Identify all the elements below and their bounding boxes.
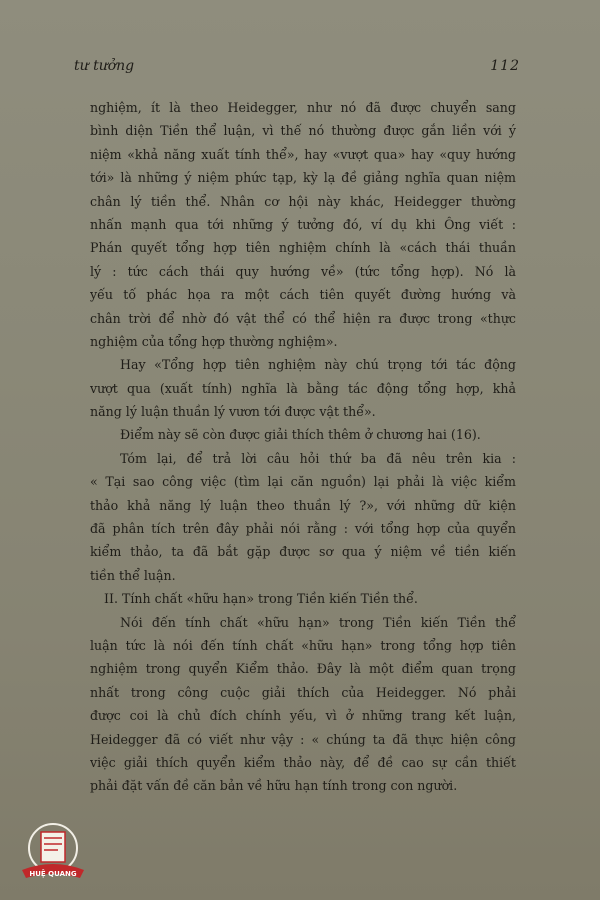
text-line: việc giải thích quyển kiểm thảo này, để đề cao sự cần thiết [90, 754, 516, 770]
text-line: Điểm này sẽ còn được giải thích thêm ở chương hai (16). [120, 427, 481, 443]
text-line: tiền thể luận. [90, 567, 176, 583]
text-line: Phán quyết tổng hợp tiên nghiệm chính là «cách thái thuần [90, 240, 516, 256]
text-line: thảo khả năng lý luận theo thuần lý ?», với những dữ kiện [90, 497, 516, 513]
text-line: năng lý luận thuần lý vươn tới được vật thể». [90, 404, 376, 420]
text-line: kiểm thảo, ta đã bắt gặp được sơ qua ý niệm về tiền kiến [90, 544, 516, 560]
text-line: lý : tức cách thái quy hướng về» (tức tổng hợp). Nó là [90, 263, 516, 279]
text-line: được coi là chủ đích chính yếu, vì ở những trang kết luận, [90, 708, 516, 724]
text-line: chân trời để nhờ đó vật thể có thể hiện ra được trong «thực [90, 310, 516, 326]
text-line: II. Tính chất «hữu hạn» trong Tiền kiến Tiền thể. [104, 591, 418, 607]
header-title: tư tưởng [74, 58, 135, 74]
hue-quang-logo [14, 818, 92, 888]
logo-text: HUỆ QUANG [29, 870, 77, 878]
page-number: 112 [490, 58, 520, 74]
text-line: yếu tố phác họa ra một cách tiên quyết đường hướng và [90, 287, 516, 303]
text-line: bình diện Tiền thể luận, vì thế nó thường được gắn liền với ý [90, 123, 516, 139]
text-line: nghiệm trong quyển Kiểm thảo. Đây là một điểm quan trọng [90, 661, 516, 677]
text-line: Tóm lại, để trả lời câu hỏi thứ ba đã nêu trên kia : [120, 450, 516, 466]
body-text [90, 96, 516, 798]
text-line: luận tức là nói đến tính chất «hữu hạn» trong tổng hợp tiên [90, 637, 516, 653]
running-header [74, 58, 520, 80]
text-line: niệm «khả năng xuất tính thể», hay «vượt qua» hay «quy hướng [90, 146, 516, 162]
text-line: vượt qua (xuất tính) nghĩa là bằng tác động tổng hợp, khả [90, 380, 516, 396]
text-line: Nói đến tính chất «hữu hạn» trong Tiền kiến Tiền thể [120, 614, 516, 630]
text-line: Heidegger đã có viết như vậy : « chúng ta đã thực hiện công [90, 731, 516, 747]
text-line: nghiệm của tổng hợp thường nghiệm». [90, 333, 338, 349]
text-line: nhấn mạnh qua tới những ý tưởng đó, ví dụ khi Ông viết : [90, 216, 516, 232]
text-line: tới» là những ý niệm phức tạp, kỳ lạ đề giảng nghĩa quan niệm [90, 170, 516, 186]
text-line: nhất trong công cuộc giải thích của Heidegger. Nó phải [90, 684, 516, 700]
text-line: chân lý tiền thể. Nhân cơ hội này khác, Heidegger thường [90, 193, 516, 209]
text-line: nghiệm, ít là theo Heidegger, như nó đã được chuyển sang [90, 100, 516, 115]
text-line: Hay «Tổng hợp tiên nghiệm này chú trọng tới tác động [120, 357, 516, 373]
text-line: đã phân tích trên đây phải nói rằng : với tổng hợp của quyển [90, 521, 516, 537]
text-line: phải đặt vấn đề căn bản về hữu hạn tính trong con người. [90, 778, 458, 794]
text-line: « Tại sao công việc (tìm lại căn nguồn) lại phải là việc kiểm [90, 474, 516, 490]
